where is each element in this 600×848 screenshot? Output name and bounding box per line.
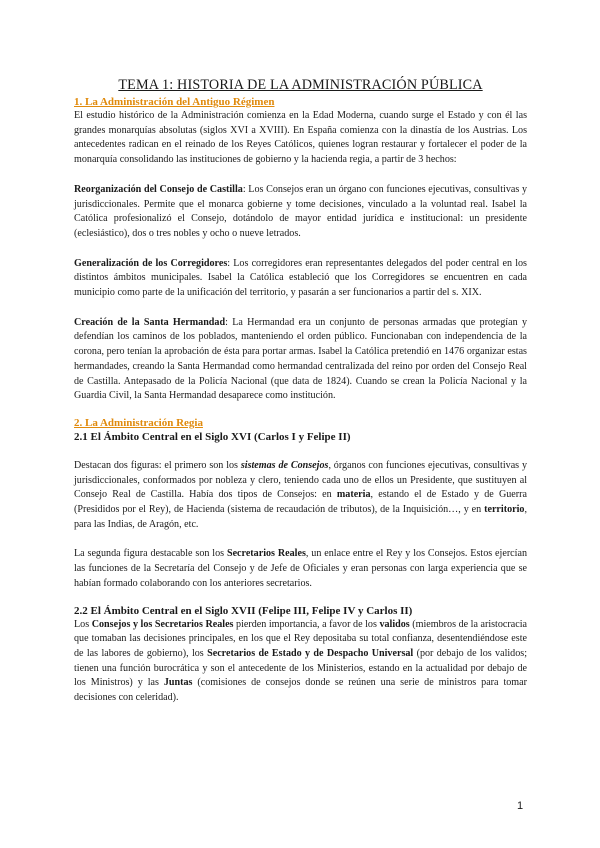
term-corregidores: Generalización de los Corregidores bbox=[74, 257, 228, 269]
page-content bbox=[74, 76, 527, 706]
term-juntas: Juntas bbox=[163, 677, 193, 689]
term-consejo-castilla: Reorganización del Consejo de Castilla bbox=[74, 183, 243, 195]
document-title: TEMA 1: HISTORIA DE LA ADMINISTRACIÓN PÚBLICA bbox=[118, 77, 483, 93]
paragraph-consejos: Destacan dos figuras: el primero son los sistemas de Consejos, órganos con funciones ejecutivas, consultivas y jurisdiccionales, conformados por nobleza y clero, teniendo cada uno de ellos un Presidente, que sustituyen al Consejo Real de Castilla. Había dos tipos de Consejos: en materia, estando el de Estado y de Guerra (Presididos por el Rey), de Hacienda (sistema de recaudación de tributos), de la Inquisición…, y en territorio, para las Indias, de Aragón, etc. bbox=[74, 459, 527, 530]
page-number: 1 bbox=[517, 800, 524, 812]
term-secretarios-reales: Secretarios Reales bbox=[226, 548, 306, 560]
paragraph-corregidores: Generalización de los Corregidores: Los corregidores eran representantes delegados del poder central en los distintos ámbitos municipales. Isabel la Católica estableció que los Corregidores se encuentren en cada municipio como parte de la unificación del territorio, y pasarán a ser funcionarios a partir del s. XIX. bbox=[74, 257, 527, 299]
section-2-heading: 2. La Administración Regia bbox=[74, 416, 203, 429]
paragraph-secretarios: La segunda figura destacable son los Secretarios Reales, un enlace entre el Rey y los Consejos. Estos ejercían las funciones de la Secretaría del Consejo y de Jefe de Oficiales y eran personas con larga experiencia que se habían formado colaborando con los anteriores secretarios. bbox=[74, 548, 527, 589]
section-1-heading: 1. La Administración del Antiguo Régimen bbox=[74, 96, 275, 108]
paragraph-santa-hermandad: Creación de la Santa Hermandad: La Hermandad era un conjunto de personas armadas que protegían y defendían los caminos de los poblados, manteniendo el orden público. Funcionaban con independencia de la corona, pero tenían la aprobación de ésta para portar armas. Isabel la Católica pretendió en 1476 organizar estas hermandades, creando la Santa Hermandad como hermandad centralizada del reino por orden del Consejo Real de Castilla. Antepasado de la Policía Nacional (que data de 1824). Cuando se crean la Policía Nacional y la Guardia Civil, la Santa Hermandad desaparece como institución. bbox=[74, 316, 527, 402]
term-sistemas-consejos: sistemas de Consejos bbox=[240, 459, 329, 471]
term-validos: validos bbox=[379, 618, 410, 630]
paragraph-consejo-castilla: Reorganización del Consejo de Castilla: Los Consejos eran un órgano con funciones ejecutivas, consultivas y jurisdiccionales. Permite que el monarca gobierne y tome decisiones, vinculado a la voluntad real. Isabel la Católica profesionalizó el Consejo, dotándolo de mayor entidad jurídica e institucional: un presidente (eclesiástico), dos o tres nobles y ocho o nueve letrados. bbox=[74, 183, 527, 239]
term-territorio: territorio bbox=[484, 504, 525, 516]
term-santa-hermandad: Creación de la Santa Hermandad bbox=[74, 316, 226, 328]
term-materia: materia bbox=[336, 489, 371, 501]
term-consejos-secretarios: Consejos y los Secretarios Reales bbox=[91, 618, 234, 630]
subsection-2-2-heading: 2.2 El Ámbito Central en el Siglo XVII (Felipe III, Felipe IV y Carlos II) bbox=[74, 604, 413, 617]
paragraph-validos: Los Consejos y los Secretarios Reales pierden importancia, a favor de los validos (miembros de la aristocracia que tomaban las decisiones principales, en los que el Rey depositaba su total confianza, desentendiéndose este de las labores de gobierno), los Secretarios de Estado y de Despacho Universal (por debajo de los validos; tienen una función burocrática y son el antecedente de los Ministerios, estando en la actualidad por debajo de los Ministros) y las Juntas (comisiones de consejos donde se reúnen una serie de ministros para tomar decisiones con celeridad). bbox=[74, 618, 528, 704]
term-secretarios-estado: Secretarios de Estado y de Despacho Universal bbox=[207, 647, 414, 659]
subsection-2-1-heading: 2.1 El Ámbito Central en el Siglo XVI (Carlos I y Felipe II) bbox=[74, 430, 351, 443]
section-1-intro: El estudio histórico de la Administración comienza en la Edad Moderna, cuando surge el Estado y con él las grandes monarquías absolutas (siglos XVI a XVIII). En España comienza con la dinastía de los Austrias. Los antecedentes radican en el reinado de los Reyes Católicos, quienes logran restaurar y fortalecer el poder de la monarquía consolidando las instituciones de gobierno y la hacienda regia, a partir de 3 hechos: bbox=[74, 110, 527, 166]
